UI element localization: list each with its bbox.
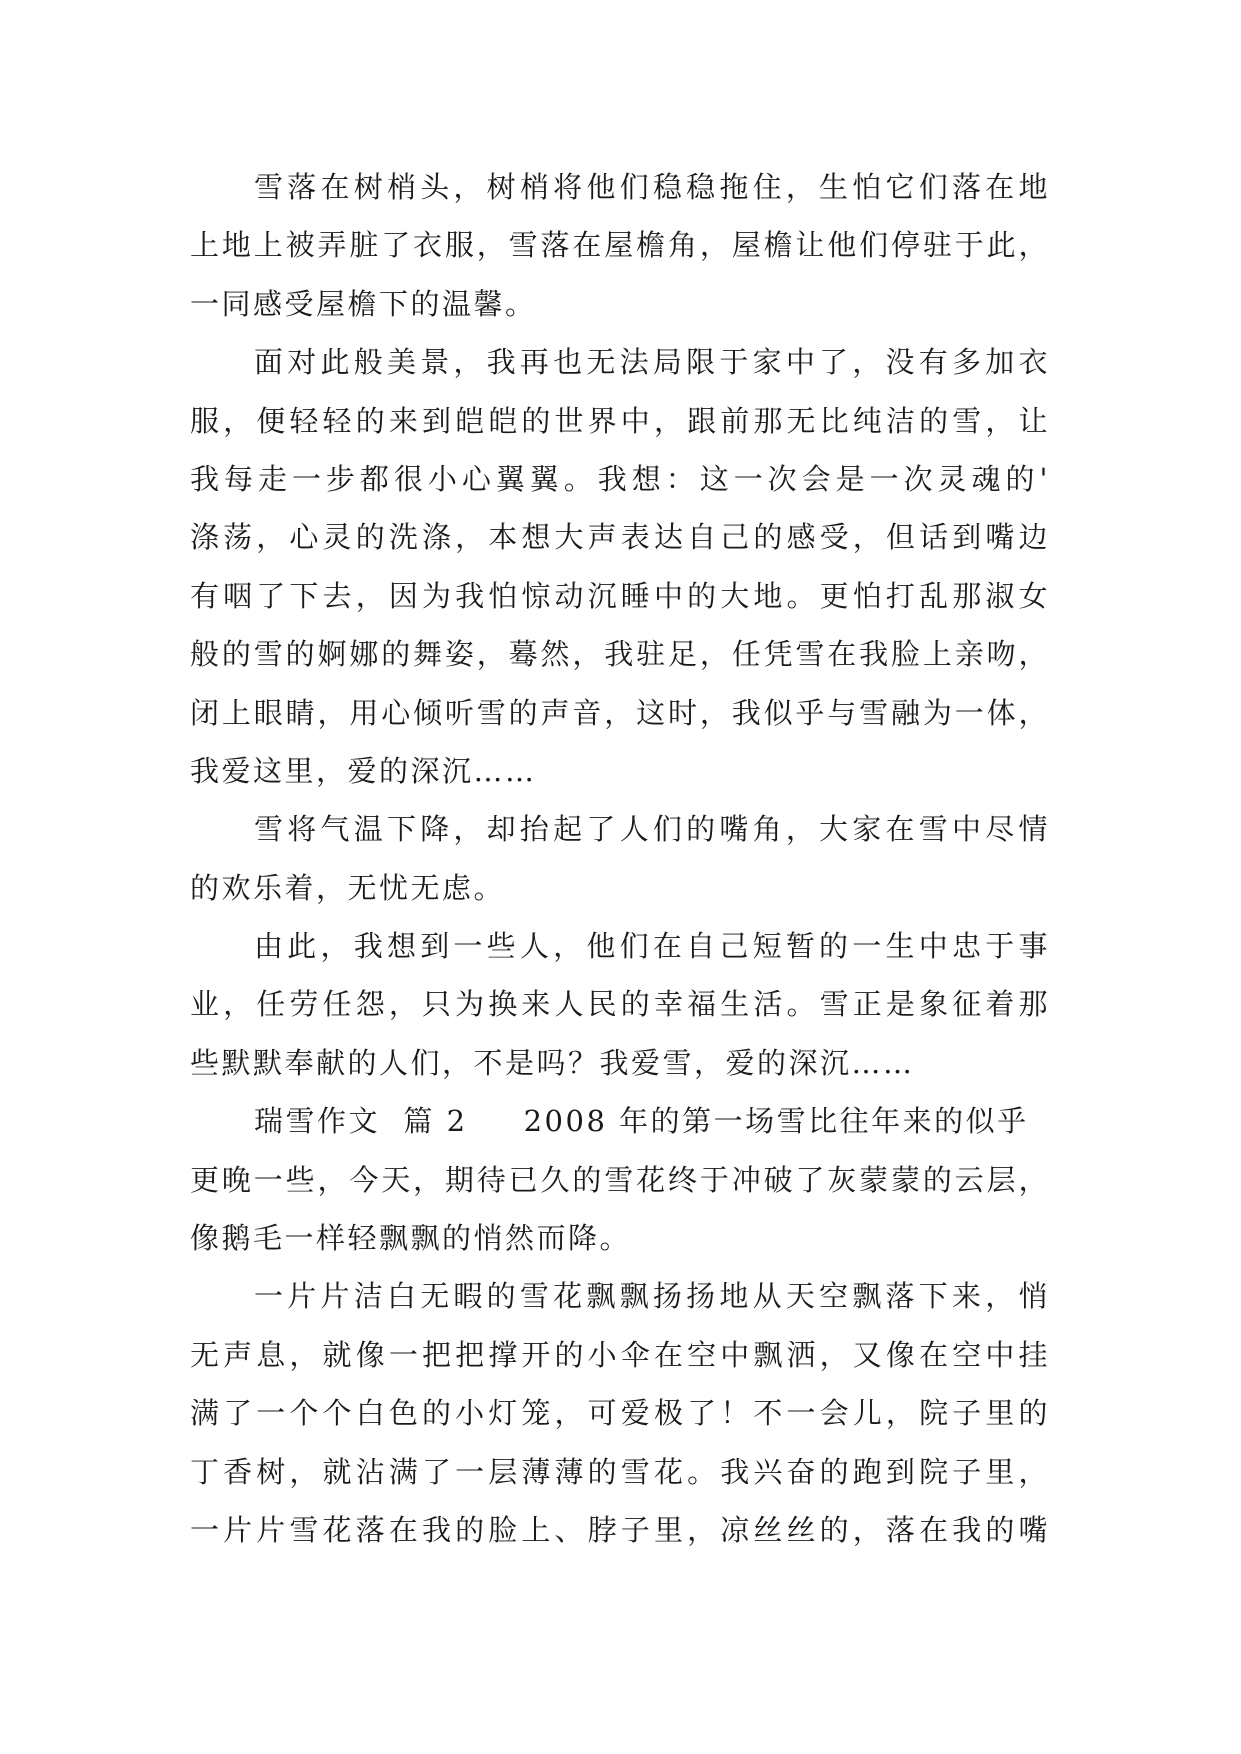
text-line: 我爱这里，爱的深沉……	[190, 753, 537, 788]
text-line: 的欢乐着，无忧无虑。	[190, 870, 506, 905]
paragraph	[190, 917, 1050, 1092]
text-line: 涤荡，心灵的洗涤，本想大声表达自己的感受，但话到嘴边	[190, 520, 1050, 555]
text-line: 丁香树，就沾满了一层薄薄的雪花。我兴奋的跑到院子里，	[190, 1454, 1050, 1489]
document-body	[190, 158, 1050, 1559]
paragraph	[190, 1092, 1050, 1267]
text-line: 雪将气温下降，却抬起了人们的嘴角，大家在雪中尽情	[254, 812, 1050, 847]
text-line: 像鹅毛一样轻飘飘的悄然而降。	[190, 1221, 632, 1256]
paragraph	[190, 800, 1050, 917]
section-heading: 瑞雪作文 篇 2	[254, 1104, 468, 1139]
text-line	[190, 1092, 1050, 1150]
text-line: 面对此般美景，我再也无法局限于家中了，没有多加衣	[254, 345, 1050, 380]
paragraph	[190, 333, 1050, 800]
text-line: 无声息，就像一把把撑开的小伞在空中飘洒，又像在空中挂	[190, 1337, 1050, 1372]
text-line: 由此，我想到一些人，他们在自己短暂的一生中忠于事	[254, 929, 1050, 964]
text-line: 我每走一步都很小心翼翼。我想：这一次会是一次灵魂的'	[190, 461, 1050, 496]
text-line: 些默默奉献的人们，不是吗？我爱雪，爱的深沉……	[190, 1045, 915, 1080]
text-line: 一同感受屋檐下的温馨。	[190, 286, 537, 321]
text-line: 上地上被弄脏了衣服，雪落在屋檐角，屋檐让他们停驻于此，	[190, 228, 1050, 263]
text-line: 服，便轻轻的来到皑皑的世界中，跟前那无比纯洁的雪，让	[190, 403, 1050, 438]
text-line: 闭上眼睛，用心倾听雪的声音，这时，我似乎与雪融为一体，	[190, 695, 1050, 730]
text-line: 业，任劳任怨，只为换来人民的幸福生活。雪正是象征着那	[190, 987, 1050, 1022]
text-line: 一片片洁白无暇的雪花飘飘扬扬地从天空飘落下来，悄	[254, 1279, 1050, 1314]
text-line: 雪落在树梢头，树梢将他们稳稳拖住，生怕它们落在地	[254, 170, 1050, 204]
paragraph	[190, 1267, 1050, 1559]
text-line: 一片片雪花落在我的脸上、脖子里，凉丝丝的，落在我的嘴	[190, 1512, 1050, 1547]
text-line: 更晚一些，今天，期待已久的雪花终于冲破了灰蒙蒙的云层，	[190, 1162, 1050, 1197]
text-line: 满了一个个白色的小灯笼，可爱极了！不一会儿，院子里的	[190, 1396, 1050, 1431]
heading-line-text: 2008 年的第一场雪比往年来的似乎	[523, 1104, 1029, 1139]
text-line: 有咽了下去，因为我怕惊动沉睡中的大地。更怕打乱那淑女	[190, 578, 1050, 613]
text-line: 般的雪的婀娜的舞姿，蓦然，我驻足，任凭雪在我脸上亲吻，	[190, 637, 1050, 672]
paragraph	[190, 158, 1050, 333]
